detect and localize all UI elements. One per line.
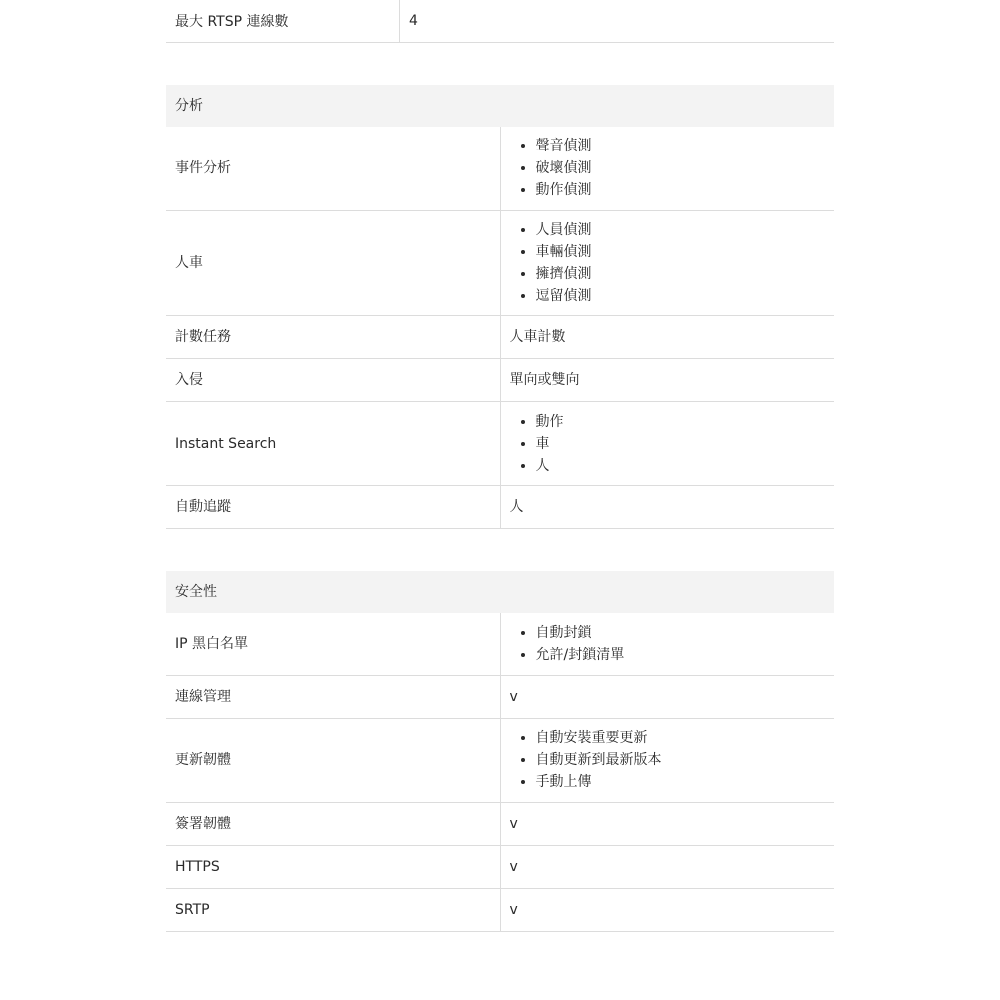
list-item: • 擁擠偵測 — [536, 263, 826, 285]
list-item: • 人員偵測 — [536, 219, 826, 241]
table-row — [166, 359, 834, 402]
list-item: • 車輛偵測 — [536, 241, 826, 263]
table-row — [166, 0, 834, 42]
bullet-list — [510, 411, 826, 477]
row-key: 最大 RTSP 連線數 — [166, 0, 400, 42]
row-value: 人車計數 — [500, 316, 834, 359]
row-key: 事件分析 — [166, 127, 500, 211]
row-key: HTTPS — [166, 845, 500, 888]
bullet-list — [510, 622, 826, 666]
security-spec-table — [166, 571, 834, 932]
row-key: SRTP — [166, 888, 500, 931]
row-key: 人車 — [166, 211, 500, 316]
list-item: • 動作偵測 — [536, 179, 826, 201]
row-value: 4 — [400, 0, 835, 42]
table-row — [166, 486, 834, 529]
list-item: • 自動更新到最新版本 — [536, 749, 826, 771]
row-value — [500, 402, 834, 486]
row-value — [500, 127, 834, 211]
row-value: v — [500, 845, 834, 888]
row-key: 自動追蹤 — [166, 486, 500, 529]
table-row — [166, 211, 834, 316]
row-key: 連線管理 — [166, 675, 500, 718]
row-value — [500, 613, 834, 675]
table-row — [166, 802, 834, 845]
table-row — [166, 402, 834, 486]
row-key: 入侵 — [166, 359, 500, 402]
list-item: • 手動上傳 — [536, 771, 826, 793]
analysis-spec-table — [166, 85, 834, 530]
list-item: • 自動封鎖 — [536, 622, 826, 644]
bullet-list — [510, 135, 826, 201]
row-value: v — [500, 888, 834, 931]
section-title: 分析 — [166, 85, 834, 127]
list-item: • 自動安裝重要更新 — [536, 727, 826, 749]
section-header-row — [166, 85, 834, 127]
table-row — [166, 888, 834, 931]
spec-tables — [166, 0, 834, 932]
list-item: • 動作 — [536, 411, 826, 433]
row-value: v — [500, 802, 834, 845]
row-key: 更新韌體 — [166, 718, 500, 802]
row-value — [500, 211, 834, 316]
row-key: Instant Search — [166, 402, 500, 486]
list-item: • 允許/封鎖清單 — [536, 644, 826, 666]
row-value: v — [500, 675, 834, 718]
list-item: • 逗留偵測 — [536, 285, 826, 307]
table-row — [166, 127, 834, 211]
table-row — [166, 718, 834, 802]
table-row — [166, 316, 834, 359]
row-value: 人 — [500, 486, 834, 529]
section-title: 安全性 — [166, 571, 834, 613]
row-value: 單向或雙向 — [500, 359, 834, 402]
list-item: • 人 — [536, 455, 826, 477]
row-key: 簽署韌體 — [166, 802, 500, 845]
list-item: • 破壞偵測 — [536, 157, 826, 179]
table-row — [166, 845, 834, 888]
row-key: 計數任務 — [166, 316, 500, 359]
section-header-row — [166, 571, 834, 613]
row-key: IP 黑白名單 — [166, 613, 500, 675]
list-item: • 聲音偵測 — [536, 135, 826, 157]
row-value — [500, 718, 834, 802]
bullet-list — [510, 727, 826, 793]
connection-spec-table — [166, 0, 834, 43]
table-row — [166, 675, 834, 718]
bullet-list — [510, 219, 826, 307]
table-row — [166, 613, 834, 675]
list-item: • 車 — [536, 433, 826, 455]
